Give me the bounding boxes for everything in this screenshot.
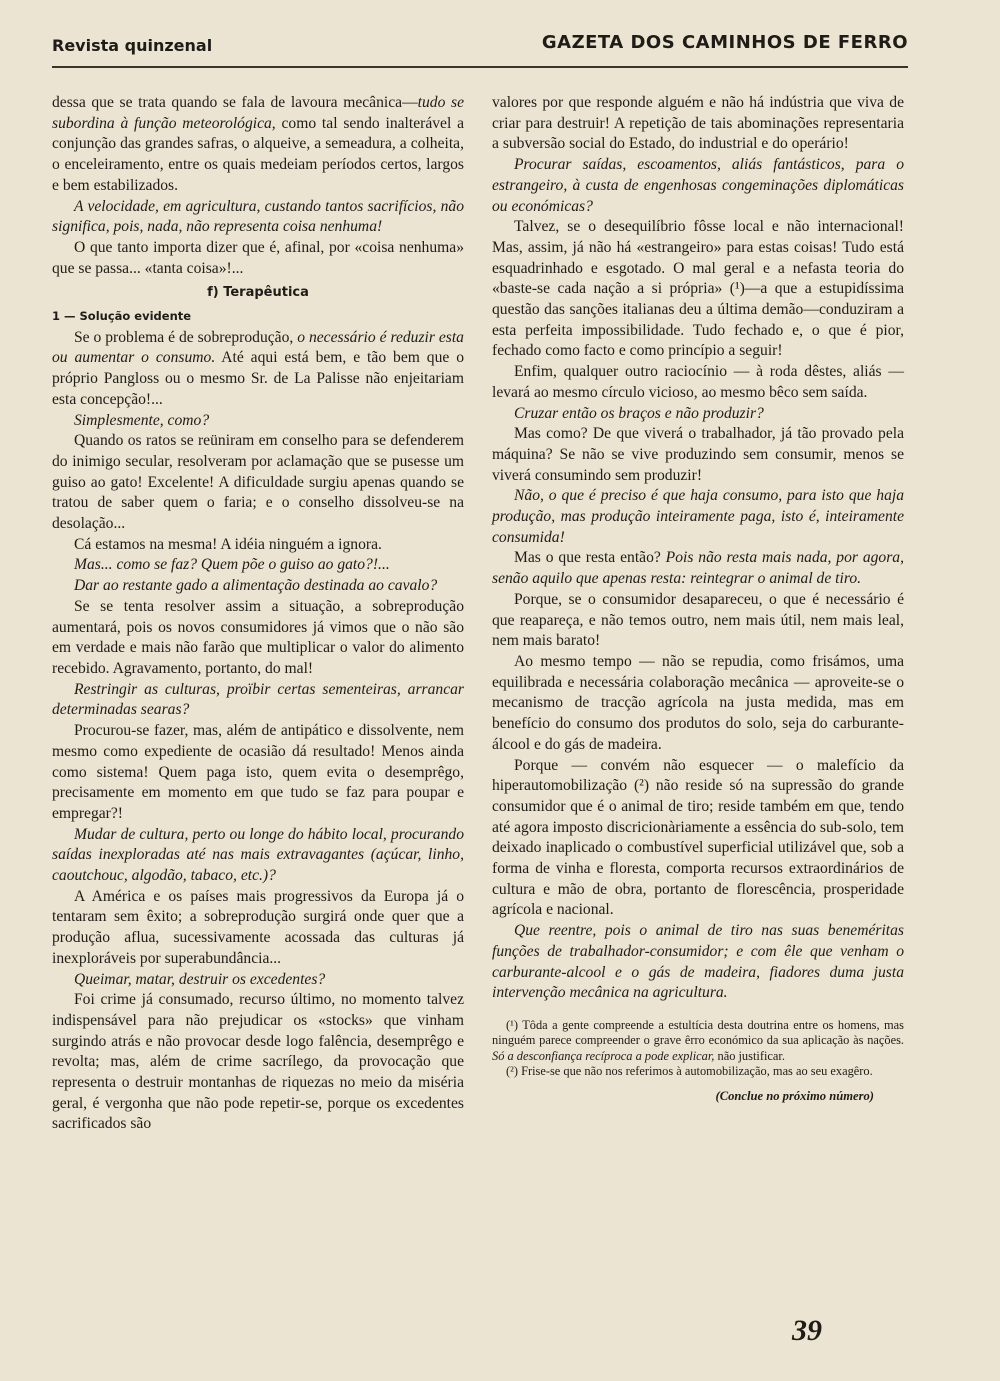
text-span: como tal sendo inalterável a conjunção das grandes safras, o alqueive, a semeadura, a colheita, o enceleiramento, entre os quais medeiam períodos certos, largos e bem estabilizados. [52, 114, 465, 194]
text-span: dessa que se trata quando se fala de lavoura mecânica— [52, 94, 418, 111]
paragraph: Foi crime já consumado, recurso último, no momento talvez indispensável para não prejudicar os «stocks» que vinham surgindo atrás e não provocar desde logo falência, desemprêgo e revolta; mas, além de crime sacrílego, da provocação que representa o destruir montanhas de riquezas no meio da miséria geral, é vergonha que não pode repetir-se, porque os excedentes sacrificados são [52, 991, 464, 1133]
paragraph: Enfim, qualquer outro raciocínio — à roda dêstes, aliás — levará ao mesmo círculo vicioso, ao mesmo bêco sem saída. [492, 363, 904, 401]
italic-span: Pois não resta mais nada, por agora, senão aquilo que apenas resta: reintegrar o animal de tiro. [492, 549, 904, 588]
paragraph: Ao mesmo tempo — não se repudia, como frisámos, uma equilibrada e necessária colaboração mecânica — aproveite-se o mecanismo de tracção agrícola na justa medida, mas em benefício do consumo dos produtos do solo, seja do carburante-álcool e do gás de madeira. [492, 652, 904, 753]
header-right: GAZETA DOS CAMINHOS DE FERRO [541, 32, 908, 53]
paragraph: Mudar de cultura, perto ou longe do hábito local, procurando saídas inexploradas até nas mais extravagantes (açúcar, linho, caoutchouc, algodão, tabaco, etc.)? [52, 825, 464, 885]
text-span: Se o problema é de sobreprodução, [74, 328, 298, 346]
page-number: 39 [792, 1314, 822, 1347]
paragraph: Mas... como se faz? Quem põe o guiso ao gato?!... [74, 556, 390, 574]
paragraph: Porque, se o consumidor desapareceu, o que é necessário é que reapareça, e não temos outro, nem mais útil, nem mais leal, nem mais barato! [492, 590, 904, 650]
text-span: (¹) Tôda a gente compreende a estultícia desta doutrina entre os homens, mas ninguém parece compreender o grave êrro económico da sua aplicação às nações. [492, 1017, 904, 1048]
paragraph: Não, o que é preciso é que haja consumo, para isto que haja produção, mas produção inteiramente paga, isto é, inteiramente consumida! [492, 487, 904, 546]
italic-span: tudo se subordina à função meteorológica, [52, 94, 464, 132]
text-span: Mas o que resta então? [514, 549, 666, 567]
footnotes [492, 1018, 904, 1080]
paragraph: Porque — convém não esquecer — o malefício da hiperautomobilização (²) não reside só na supressão do grande consumidor que é o animal de tiro; reside também em que, tendo até agora imposto discricionàriamente a essência do sub-solo, tem deixado inaplicado o combustível superficial utilizável que, sob a forma de vinha e floresta, comporta recursos extraordinários de cultura e mão de obra, portanto de florescência, prosperidade agrícola e nacional. [492, 756, 904, 919]
italic-span: Só a desconfiança recíproca a pode explicar, [492, 1048, 715, 1063]
paragraph: Mas como? De que viverá o trabalhador, já tão provado pela máquina? Se não se vive produzindo sem consumir, menos se viverá consumindo sem produzir! [492, 425, 904, 484]
paragraph: Cá estamos na mesma! A idéia ninguém a ignora. [74, 535, 382, 553]
paragraph: Que reentre, pois o animal de tiro nas suas beneméritas funções de trabalhador-consumidor; e com êle que venham o carburante-alcool e o gás de madeira, fiadores duma justa intervenção mecânica na agricultura. [492, 922, 904, 1002]
header-rule [52, 66, 908, 68]
subsection-heading: 1 — Solução evidente [52, 309, 192, 324]
footnote-1 [492, 1018, 904, 1064]
paragraph: Queimar, matar, destruir os excedentes? [74, 970, 326, 988]
running-header [52, 32, 908, 56]
section-heading: f) Terapêutica [207, 285, 309, 301]
text-span: Até aqui está bem, e tão bem que o próprio Pangloss ou o mesmo Sr. de La Palisse não enjeitariam esta concepção!... [52, 349, 464, 408]
paragraph: Se se tenta resolver assim a situação, a sobreprodução aumentará, pois os novos consumidores já vimos que o não são em verdade e mais não farão que multiplicar o valor do alimento recebido. Agravamento, portanto, do mal! [52, 597, 464, 677]
paragraph: A América e os países mais progressivos da Europa já o tentaram sem êxito; a sobreprodução surgirá onde quer que a produção aflua, sucessivamente acossada das culturas já inexploráveis por superabundância... [52, 887, 464, 967]
right-column [492, 93, 904, 1106]
paragraph [52, 328, 464, 411]
footnote-2: (²) Frise-se que não nos referimos à automobilização, mas ao seu exagêro. [506, 1064, 873, 1079]
paragraph: O que tanto importa dizer que é, afinal, por «coisa nenhuma» que se passa... «tanta coisa»!... [52, 238, 464, 277]
header-left: Revista quinzenal [52, 36, 213, 55]
paragraph: Cruzar então os braços e não produzir? [514, 404, 764, 422]
paragraph: Procurar saídas, escoamentos, aliás fantásticos, para o estrangeiro, à custa de engenhosas congeminações diplomáticas ou económicas? [492, 156, 904, 215]
paragraph [52, 93, 464, 197]
paragraph: Dar ao restante gado a alimentação destinada ao cavalo? [74, 577, 438, 595]
text-span: não justificar. [714, 1048, 785, 1063]
left-column [52, 93, 464, 1135]
paragraph: A velocidade, em agricultura, custando tantos sacrifícios, não significa, pois, nada, não representa coisa nenhuma! [52, 197, 464, 236]
paragraph: Talvez, se o desequilíbrio fôsse local e não internacional! Mas, assim, já não há «estrangeiro» para estas coisas! Tudo está esquadrinhado e esgotado. O mal geral e a nefasta teoria do «baste-se cada nação a si própria» (¹)—a que a estupidíssima questão das sanções italianas deu a última demão—conduziram a esta perfeita impossibilidade. Tudo fechado e, o que é pior, fechado como facto e como princípio a seguir! [492, 218, 904, 360]
paragraph: Quando os ratos se reüniram em conselho para se defenderem do inimigo secular, resolveram por aclamação que se pusesse um guiso ao gato! Excelente! A dificuldade surgiu apenas quando se tratou de saber quem o faria; e o conselho dissolveu-se na desolação... [52, 432, 464, 533]
italic-span: o necessário é reduzir esta ou aumentar o consumo. [52, 328, 464, 367]
paragraph: Restringir as culturas, proïbir certas sementeiras, arrancar determinadas searas? [52, 680, 464, 719]
paragraph [492, 548, 904, 589]
paragraph: valores por que responde alguém e não há indústria que viva de criar para destruir! A repetição de tais abominações representaria a subversão social do Estado, do industrial e do operário! [492, 94, 904, 153]
paragraph: Procurou-se fazer, mas, além de antipático e dissolvente, nem mesmo como expediente de ocasião dá resultado! Menos ainda como sistema! Quem paga isto, quem evita o desemprêgo, precisamente em momento em que tudo se faz para poupar e empregar?! [52, 722, 464, 822]
continuation-note: (Conclue no próximo número) [715, 1088, 874, 1103]
paragraph: Simplesmente, como? [74, 411, 210, 429]
